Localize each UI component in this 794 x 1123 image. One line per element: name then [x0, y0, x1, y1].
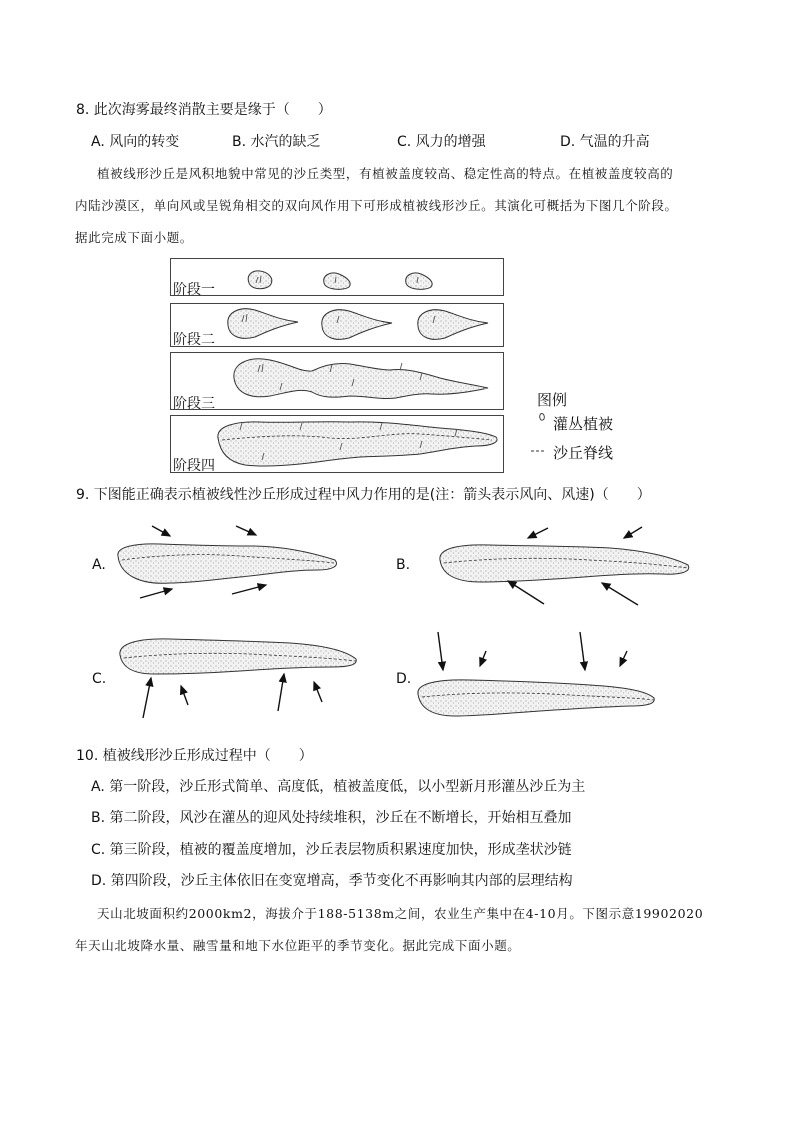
legend-title: 图例 [537, 391, 568, 409]
q9-option-c-diagram [120, 639, 356, 718]
q10-option-a[interactable]: A. 第一阶段，沙丘形式简单、高度低，植被盖度低，以小型新月形灌丛沙丘为主 [91, 779, 586, 795]
q8-option-a[interactable]: A. 风向的转变 [91, 134, 180, 150]
q8-stem: 8. 此次海雾最终消散主要是缘于（ ） [76, 102, 332, 118]
passage1-line-2: 内陆沙漠区，单向风或呈锐角相交的双向风作用下可形成植被线形沙丘。其演化可概括为下图几个阶段。 [75, 198, 678, 213]
q9-option-b-diagram [440, 527, 689, 605]
q9-option-d-diagram [418, 632, 654, 716]
q9-option-b-label[interactable]: B. [396, 557, 411, 573]
stage-4-label: 阶段四 [173, 458, 215, 474]
q10-stem: 10. 植被线形沙丘形成过程中（ ） [76, 748, 313, 764]
stage-3-label: 阶段三 [173, 396, 215, 412]
stage-3-dune-chain [234, 359, 488, 399]
q9-option-a-diagram [118, 526, 337, 598]
stage-1-dunes [248, 271, 432, 289]
passage1-line-1: 植被线形沙丘是风积地貌中常见的沙丘类型，有植被盖度较高、稳定性高的特点。在植被盖度较高的 [97, 166, 674, 181]
stage-2-label: 阶段二 [173, 332, 215, 348]
stage-2-dunes [228, 309, 488, 340]
q8-option-b[interactable]: B. 水汽的缺乏 [232, 134, 321, 150]
stage-4-dune-ridge [218, 422, 497, 466]
legend-ridge-label: 沙丘脊线 [553, 444, 614, 462]
passage2-line-2: 年天山北坡降水量、融雪量和地下水位距平的季节变化。据此完成下面小题。 [75, 938, 521, 953]
q10-option-c[interactable]: C. 第三阶段，植被的覆盖度增加，沙丘表层物质积累速度加快，形成垄状沙链 [91, 842, 572, 858]
passage1-line-3: 据此完成下面小题。 [75, 230, 193, 245]
shrub-legend-icon [540, 413, 545, 420]
q8-option-d[interactable]: D. 气温的升高 [560, 134, 650, 150]
stage-1-label: 阶段一 [173, 282, 215, 298]
q9-stem: 9. 下图能正确表示植被线性沙丘形成过程中风力作用的是(注：箭头表示风向、风速)（ ） [76, 487, 651, 503]
q9-option-a-label[interactable]: A. [92, 557, 106, 573]
legend-shrub-label: 灌丛植被 [553, 415, 614, 433]
q9-option-c-label[interactable]: C. [92, 671, 107, 687]
passage2-line-1: 天山北坡面积约2000km2，海拔介于188-5138m之间，农业生产集中在4-10月。下图示意19902020 [97, 906, 704, 921]
q9-option-d-label[interactable]: D. [396, 671, 412, 687]
q10-option-d[interactable]: D. 第四阶段，沙丘主体依旧在变宽增高，季节变化不再影响其内部的层理结构 [91, 873, 573, 889]
q8-option-c[interactable]: C. 风力的增强 [397, 134, 486, 150]
q10-option-b[interactable]: B. 第二阶段，风沙在灌丛的迎风处持续堆积，沙丘在不断增长，开始相互叠加 [91, 810, 572, 826]
